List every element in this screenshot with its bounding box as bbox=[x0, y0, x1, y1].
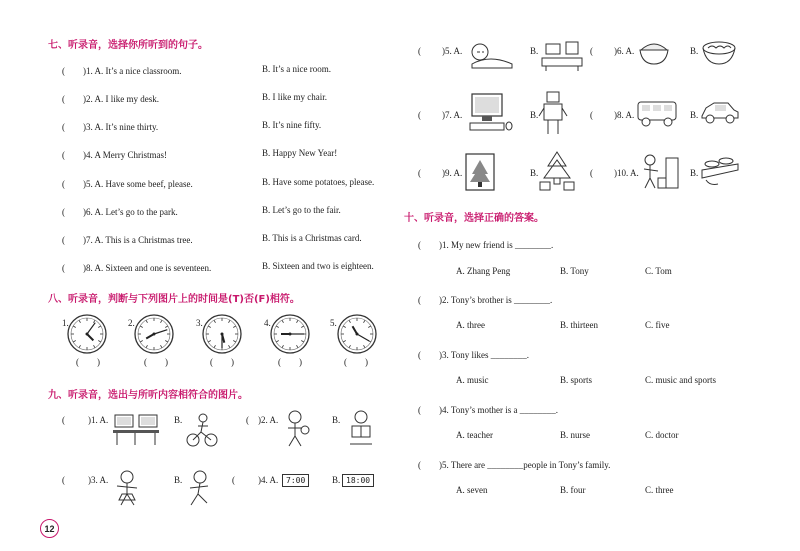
r-q5: )5. A. bbox=[442, 46, 463, 56]
s10-c1: C. Tom bbox=[645, 266, 672, 276]
cleaning-icon bbox=[640, 152, 680, 192]
r-open-6: ( bbox=[590, 46, 593, 56]
r-b6: B. bbox=[690, 46, 699, 56]
s10-a1: A. Zhang Peng bbox=[456, 266, 511, 276]
s10-b4: B. nurse bbox=[560, 430, 590, 440]
s7-q1: ( )1. A. It’s a nice classroom. bbox=[62, 66, 182, 76]
s7-b1: B. It’s a nice room. bbox=[262, 64, 331, 74]
r-q9: )9. A. bbox=[442, 168, 463, 178]
s7-b3: B. It’s nine fifty. bbox=[262, 120, 322, 130]
s9-open-4: ( bbox=[232, 475, 235, 485]
s9-open-2: ( bbox=[246, 415, 249, 425]
s10-q1: ( )1. My new friend is ________. bbox=[418, 240, 554, 250]
s9-b2: B. bbox=[332, 415, 341, 425]
s7-q5: ( )5. A. Have some beef, please. bbox=[62, 179, 193, 189]
clock-answer-1[interactable]: ( ) bbox=[76, 357, 100, 367]
s7-b5: B. Have some potatoes, please. bbox=[262, 177, 375, 187]
r-b7: B. bbox=[530, 110, 539, 120]
clock-label-3: 3. bbox=[196, 318, 203, 328]
r-q7: )7. A. bbox=[442, 110, 463, 120]
s9-q2: )2. A. bbox=[258, 415, 279, 425]
s9-b3: B. bbox=[174, 475, 183, 485]
clock-label-2: 2. bbox=[128, 318, 135, 328]
rice-bowl-icon bbox=[638, 38, 670, 66]
s7-q6: ( )6. A. Let’s go to the park. bbox=[62, 207, 178, 217]
clock-face-2 bbox=[135, 315, 173, 353]
noodle-bowl-icon bbox=[700, 38, 738, 66]
r-b10: B. bbox=[690, 168, 699, 178]
s10-b1: B. Tony bbox=[560, 266, 589, 276]
r-open-7: ( bbox=[418, 110, 421, 120]
s7-b4: B. Happy New Year! bbox=[262, 148, 338, 158]
s9-q4: )4. A. bbox=[258, 475, 279, 485]
s7-b8: B. Sixteen and two is eighteen. bbox=[262, 261, 374, 271]
r-q6: )6. A. bbox=[614, 46, 635, 56]
clock-answer-4[interactable]: ( ) bbox=[278, 357, 302, 367]
r-open-9: ( bbox=[418, 168, 421, 178]
clock-label-5: 5. bbox=[330, 318, 337, 328]
girl-dancing-icon bbox=[112, 470, 146, 508]
clock-face-4 bbox=[271, 315, 309, 353]
s9-q1: )1. A. bbox=[88, 415, 109, 425]
time-box-a: 7:00 bbox=[282, 474, 309, 487]
s10-q3: ( )3. Tony likes ________. bbox=[418, 350, 529, 360]
clock-face-5 bbox=[338, 315, 376, 353]
boy-on-bike-icon bbox=[186, 412, 218, 448]
s10-q4: ( )4. Tony’s mother is a ________. bbox=[418, 405, 558, 415]
s10-c3: C. music and sports bbox=[645, 375, 716, 385]
section-8-title: 八、听录音，判断与下列图片上的时间是(T)否(F)相符。 bbox=[48, 294, 300, 305]
s10-c4: C. doctor bbox=[645, 430, 679, 440]
girl-running-icon bbox=[186, 470, 214, 508]
clock-answer-5[interactable]: ( ) bbox=[344, 357, 368, 367]
section-9-title: 九、听录音，选出与所听内容相符合的图片。 bbox=[48, 390, 248, 401]
computers-icon bbox=[113, 412, 161, 446]
clock-answer-2[interactable]: ( ) bbox=[144, 357, 168, 367]
desk-room-icon bbox=[540, 38, 584, 72]
s10-a2: A. three bbox=[456, 320, 485, 330]
christmas-card-icon bbox=[464, 152, 496, 192]
clock-face-1 bbox=[68, 315, 106, 353]
section-10-title: 十、听录音，选择正确的答案。 bbox=[404, 213, 544, 224]
s7-q4: ( )4. A Merry Christmas! bbox=[62, 150, 167, 160]
s7-b6: B. Let’s go to the fair. bbox=[262, 205, 341, 215]
s9-open-1: ( bbox=[62, 415, 65, 425]
page-number: 12 bbox=[40, 519, 59, 538]
s10-a5: A. seven bbox=[456, 485, 488, 495]
clock-label-4: 4. bbox=[264, 318, 271, 328]
s10-b5: B. four bbox=[560, 485, 586, 495]
r-q10: )10. A. bbox=[614, 168, 639, 178]
section-7-title: 七、听录音，选择你所听到的句子。 bbox=[48, 40, 208, 51]
r-open-10: ( bbox=[590, 168, 593, 178]
car-icon bbox=[700, 98, 740, 126]
s7-q7: ( )7. A. This is a Christmas tree. bbox=[62, 235, 193, 245]
r-q8: )8. A. bbox=[614, 110, 635, 120]
s7-q8: ( )8. A. Sixteen and one is seventeen. bbox=[62, 263, 212, 273]
r-open-8: ( bbox=[590, 110, 593, 120]
s9-q3: )3. A. bbox=[88, 475, 109, 485]
christmas-tree-icon bbox=[538, 150, 576, 192]
s10-q2: ( )2. Tony’s brother is ________. bbox=[418, 295, 553, 305]
s9-b1: B. bbox=[174, 415, 183, 425]
s7-b2: B. I like my chair. bbox=[262, 92, 327, 102]
washing-dishes-icon bbox=[700, 154, 740, 188]
s10-c2: C. five bbox=[645, 320, 670, 330]
r-b8: B. bbox=[690, 110, 699, 120]
clock-drawings bbox=[60, 312, 390, 356]
s10-a3: A. music bbox=[456, 375, 489, 385]
s9-open-3: ( bbox=[62, 475, 65, 485]
r-b5: B. bbox=[530, 46, 539, 56]
s10-a4: A. teacher bbox=[456, 430, 493, 440]
r-b9: B. bbox=[530, 168, 539, 178]
s9-b4: B. bbox=[332, 475, 341, 485]
bus-icon bbox=[636, 98, 678, 128]
clock-answer-3[interactable]: ( ) bbox=[210, 357, 234, 367]
sleeping-boy-icon bbox=[468, 40, 514, 70]
s10-c5: C. three bbox=[645, 485, 674, 495]
boy-reading-icon bbox=[346, 410, 376, 446]
s10-b2: B. thirteen bbox=[560, 320, 598, 330]
time-box-b: 18:00 bbox=[342, 474, 374, 487]
clock-label-1: 1. bbox=[62, 318, 69, 328]
s7-q2: ( )2. A. I like my desk. bbox=[62, 94, 159, 104]
s7-q3: ( )3. A. It’s nine thirty. bbox=[62, 122, 159, 132]
robot-icon bbox=[538, 90, 568, 136]
boy-with-ball-icon bbox=[282, 410, 312, 448]
s10-b3: B. sports bbox=[560, 375, 593, 385]
computer-icon bbox=[468, 92, 514, 134]
r-open-5: ( bbox=[418, 46, 421, 56]
s10-q5: ( )5. There are ________people in Tony’s family. bbox=[418, 460, 611, 470]
s7-b7: B. This is a Christmas card. bbox=[262, 233, 362, 243]
clock-face-3 bbox=[203, 315, 241, 353]
